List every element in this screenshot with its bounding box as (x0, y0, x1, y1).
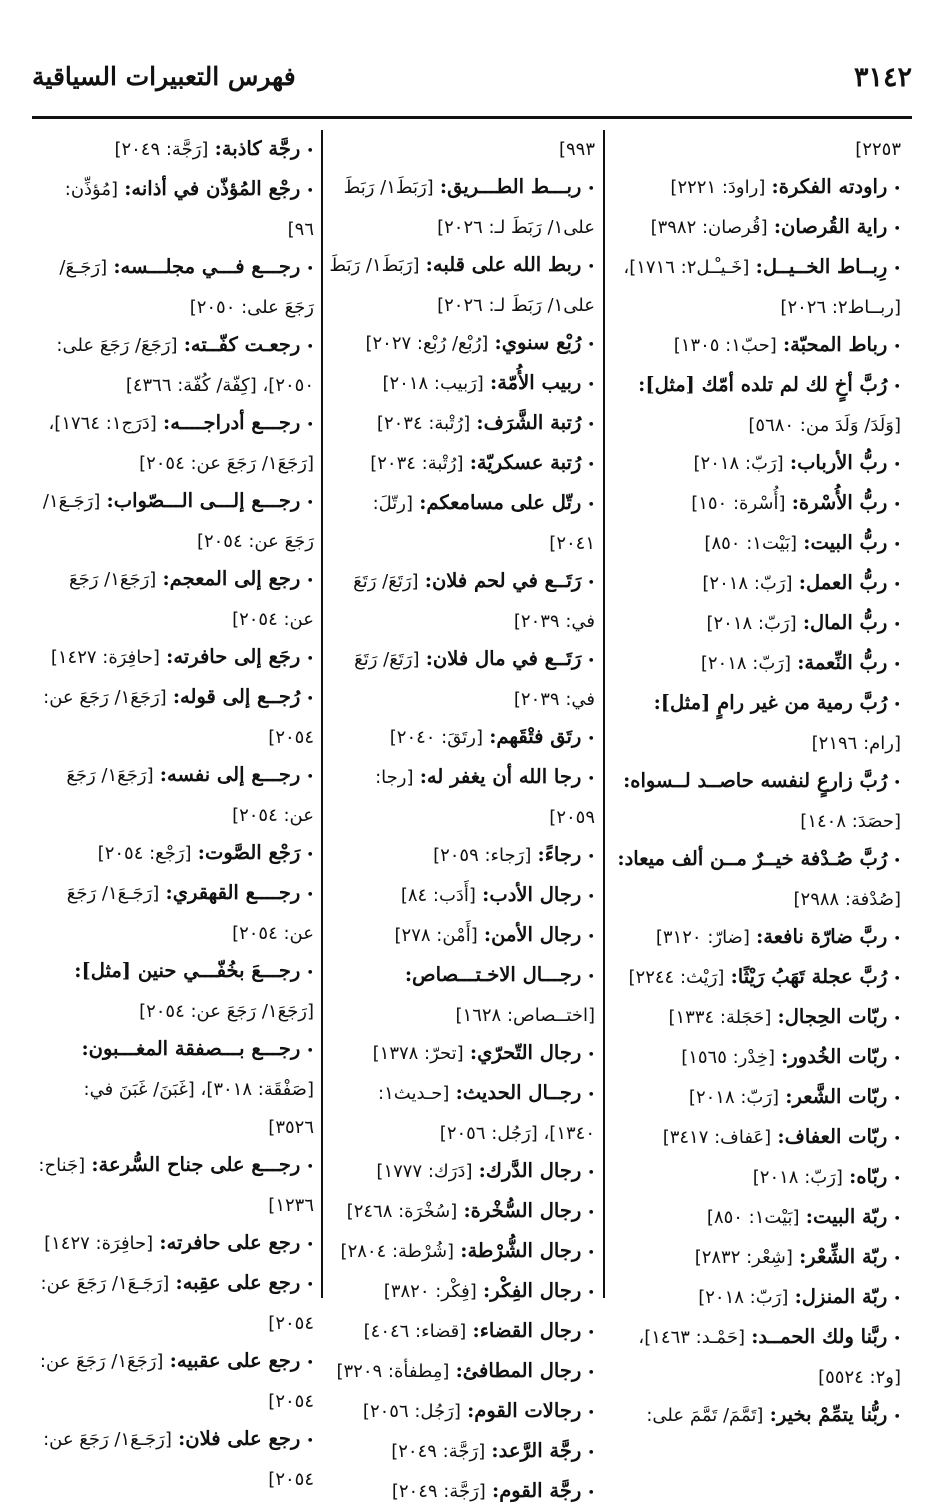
entry-reference: [شُرْطة: ٢٨٠٤] (340, 1241, 455, 1262)
bullet-icon: • (587, 1326, 595, 1341)
bullet-icon: • (893, 222, 901, 237)
index-entry (611, 326, 901, 366)
entry-reference: [أَدَب: ٨٤] (400, 885, 476, 906)
bullet-icon: • (893, 1212, 901, 1227)
entry-reference: [حافِرَة: ١٤٢٧] (44, 1233, 154, 1254)
bullet-icon: • (587, 1366, 595, 1381)
bullet-icon: • (893, 658, 901, 673)
index-entry (611, 248, 901, 326)
index-entry (611, 1158, 901, 1198)
bullet-icon: • (306, 418, 314, 433)
index-entry (34, 1342, 314, 1420)
bullet-icon: • (893, 972, 901, 987)
entry-headword: ربُّ البيت: (803, 531, 888, 554)
index-entry (34, 1030, 314, 1146)
bullet-icon: • (893, 1012, 901, 1027)
index-entry (34, 1146, 314, 1224)
bullet-icon: • (587, 930, 595, 945)
bullet-icon: • (893, 182, 901, 197)
index-entry (327, 444, 595, 484)
entry-headword: رجــال الحديث: (455, 1081, 582, 1104)
entry-headword: ربَّنا ولك الحمــد: (751, 1325, 888, 1348)
index-entry (34, 560, 314, 638)
entry-headword: رجال الدَّرك: (478, 1159, 582, 1182)
bullet-icon: • (587, 338, 595, 353)
entry-headword: رجا الله أن يغفر له: (419, 765, 582, 788)
entry-headword: رَتَــع في لحم فلان: (424, 569, 582, 592)
entry-headword: رجع على حافرته: (159, 1231, 301, 1254)
entry-headword: ربُّ النِّعمة: (797, 651, 888, 674)
index-entry (34, 1420, 314, 1498)
bullet-icon: • (893, 498, 901, 513)
entry-reference: [رَتَعَ/ رَتَعَ في: ٢٠٣٩] (353, 571, 595, 632)
entry-reference: [بَيْت١: ٨٥٠] (706, 1207, 800, 1228)
entry-reference: [رجا: ٢٠٥٩] (375, 767, 595, 828)
entry-headword: رَجْع الصَّوت: (197, 841, 301, 864)
entry-headword: رجـــعَ بخُفّـــي حنين [مثل]: (74, 959, 301, 982)
entry-headword: رجـــال الاخـتـــصاص: (404, 963, 582, 986)
bullet-icon: • (306, 1356, 314, 1371)
entry-headword: ربّات الحِجال: (777, 1005, 888, 1028)
entry-headword: رُتبة الشَّرَف: (476, 411, 582, 434)
entry-headword: ربيب الأُمّة: (490, 371, 582, 394)
entry-headword: رُبْع سنوي: (494, 331, 582, 354)
bullet-icon: • (893, 1252, 901, 1267)
entry-reference: [رَجاء: ٢٠٥٩] (433, 845, 532, 866)
entry-reference: [رَجَـعَ/ رَجَعَ على: ٢٠٥٠] (59, 257, 314, 318)
bullet-icon: • (306, 184, 314, 199)
entry-reference: [رَبّ: ٢٠١٨] (752, 1167, 843, 1188)
index-entry (611, 484, 901, 524)
entry-reference: [شِعْر: ٢٨٣٢] (694, 1247, 793, 1268)
entry-reference: [سُخْرَة: ٢٤٦٨] (346, 1201, 458, 1222)
index-entry (611, 762, 901, 840)
column-divider-right (603, 130, 605, 1298)
bullet-icon: • (306, 652, 314, 667)
bullet-icon: • (587, 654, 595, 669)
entry-headword: رجَع إلى حافرته: (166, 645, 301, 668)
entry-headword: رجَّة كاذبة: (214, 137, 301, 160)
entry-headword: رُبَّ رمية من غير رامٍ [مثل]: (653, 691, 888, 714)
bullet-icon: • (587, 1166, 595, 1181)
bullet-icon: • (587, 182, 595, 197)
index-entry (327, 562, 595, 640)
entry-reference: [رَجَعَ/ رَجَعَ على: ٢٠٥٠]، [كِفّة/ كُفّة: ٤٣٦٦] (56, 335, 314, 396)
index-entry (327, 1272, 595, 1312)
bullet-icon: • (893, 618, 901, 633)
index-entry (611, 998, 901, 1038)
entry-headword: رُتبة عسكريّة: (469, 451, 582, 474)
bullet-icon: • (587, 498, 595, 513)
index-entry (327, 1034, 595, 1074)
entry-reference: [بَيْت١: ٨٥٠] (704, 533, 798, 554)
entry-reference: [رَبّ: ٢٠١٨] (702, 573, 793, 594)
entry-reference: [دَرَج١: ١٧٦٤]، [رَجَعَ١/ رَجَعَ عن: ٢٠٥٤] (48, 413, 314, 474)
bullet-icon: • (587, 1486, 595, 1501)
bullet-icon: • (893, 340, 901, 355)
entry-headword: رجال القضاء: (472, 1319, 582, 1342)
entry-reference: [رَجَـعَ١/ رَجَعَ عن: ٢٠٥٤] (66, 883, 314, 944)
entry-headword: رجال الفِكْر: (483, 1279, 582, 1302)
entry-reference: [رَجَعَ١/ رَجَعَ عن: ٢٠٥٤] (66, 765, 314, 826)
entry-reference: [رَجَّة: ٢٠٤٩] (391, 1441, 486, 1462)
index-entry (611, 564, 901, 604)
bullet-icon: • (587, 1048, 595, 1063)
entry-reference: [راودَ: ٢٢٢١] (670, 177, 766, 198)
entry-headword: رجال الشُّرْطة: (460, 1239, 582, 1262)
bullet-icon: • (587, 1446, 595, 1461)
entry-reference: [مِطفأة: ٣٢٠٩] (336, 1361, 450, 1382)
bullet-icon: • (587, 1088, 595, 1103)
entry-reference: [رَجَعَ١/ رَجَعَ عن: ٢٠٥٤] (69, 569, 314, 630)
index-entry (34, 404, 314, 482)
bullet-icon: • (893, 854, 901, 869)
entry-headword: رُبَّ زارعٍ لنفسه حاصــد لــسواه: (623, 769, 888, 792)
entry-reference: ٢٢٥٣] (855, 139, 901, 160)
entry-headword: رتَق فتْقَهم: (489, 725, 582, 748)
entry-reference: [تحرّ: ١٣٧٨] (372, 1043, 464, 1064)
bullet-icon: • (587, 772, 595, 787)
entry-reference: [رَبّ: ٢٠١٨] (688, 1087, 780, 1108)
bullet-icon: • (306, 692, 314, 707)
entry-reference: [رَبَطَ١/ رَبَطَ على١/ رَبَطَ لـ: ٢٠٢٦] (329, 255, 595, 316)
entry-headword: رجـــع فـــي مجلـــسه: (113, 255, 301, 278)
bullet-icon: • (893, 1292, 901, 1307)
bullet-icon: • (306, 1278, 314, 1293)
entry-headword: ربّات الشَّعر: (785, 1085, 888, 1108)
entry-reference: [فِكْر: ٣٨٢٠] (383, 1281, 477, 1302)
entry-reference: [خِدْر: ١٥٦٥] (681, 1047, 775, 1068)
bullet-icon: • (587, 732, 595, 747)
index-entry (327, 1432, 595, 1472)
bullet-icon: • (306, 262, 314, 277)
index-entry (327, 1152, 595, 1192)
entry-headword: رُبَّ عجلة تَهَبُ رَيْثًا: (730, 965, 888, 988)
entry-headword: ربّة المنزل: (794, 1285, 888, 1308)
index-entry (327, 1352, 595, 1392)
index-entry (327, 1074, 595, 1152)
entry-reference: ٩٩٣] (558, 139, 595, 160)
bullet-icon: • (587, 970, 595, 985)
index-entry (611, 1198, 901, 1238)
index-entry (34, 834, 314, 874)
entry-headword: رجال الأمن: (483, 923, 582, 946)
entry-reference: [رَجَّة: ٢٠٤٩] (114, 139, 209, 160)
bullet-icon: • (306, 966, 314, 981)
index-entry (34, 874, 314, 952)
entry-reference: [رَبّ: ٢٠١٨] (706, 613, 797, 634)
entry-reference: [رَيْث: ٢٢٤٤] (628, 967, 725, 988)
entry-reference: [دَرَك: ١٧٧٧] (376, 1161, 473, 1182)
bullet-icon: • (893, 458, 901, 473)
index-entry (611, 1118, 901, 1158)
page-header (32, 58, 912, 108)
entry-reference: [حبّ١: ١٣٠٥] (673, 335, 777, 356)
entry-reference: [أَمْن: ٢٧٨] (394, 925, 478, 946)
entry-reference: [اختــصاص: ١٦٢٨] (455, 1005, 595, 1026)
entry-headword: رجـــع بـــصفقة المغـــبون: (81, 1037, 301, 1060)
entry-reference: [رَجَـعَ١/ رَجَعَ عن: ٢٠٥٤] (42, 491, 314, 552)
entry-reference: [جَناح: ١٢٣٦] (38, 1155, 314, 1216)
entry-headword: ربط الله على قلبه: (425, 253, 582, 276)
entry-headword: راية القُرصان: (773, 215, 888, 238)
entry-reference: [رَتَعَ/ رَتَعَ في: ٢٠٣٩] (354, 649, 595, 710)
entry-headword: رجع على عقِبه: (175, 1271, 301, 1294)
bullet-icon: • (893, 932, 901, 947)
index-entry (327, 640, 595, 718)
entry-headword: رُبَّ صُـدْفة خيــرٌ مــن ألف ميعاد: (617, 847, 888, 870)
entry-reference: [رُتْبة: ٢٠٣٤] (376, 413, 471, 434)
index-entry (327, 246, 595, 324)
index-entry (611, 604, 901, 644)
running-title: فهرس التعبيرات السياقية (32, 62, 296, 91)
bullet-icon: • (587, 1206, 595, 1221)
index-entry (611, 958, 901, 998)
index-column-left (34, 130, 314, 1490)
entry-headword: رجَّة القوم: (492, 1479, 582, 1502)
bullet-icon: • (893, 1092, 901, 1107)
entry-headword: ربّة الشِّعْر: (799, 1245, 888, 1268)
entry-reference: [حـديث١: ١٣٤٠]، [رَجُل: ٢٠٥٦] (378, 1083, 595, 1144)
entry-reference: [رَبيب: ٢٠١٨] (382, 373, 484, 394)
entry-reference: [وَلَدَ/ وَلَدَ من: ٥٦٨٠] (748, 415, 901, 436)
index-entry (34, 170, 314, 248)
index-entry (327, 484, 595, 562)
index-entry (611, 644, 901, 684)
bullet-icon: • (587, 1406, 595, 1421)
index-entry (327, 1312, 595, 1352)
entry-headword: رجْع المُؤذّن في أذانه: (124, 177, 301, 200)
index-entry (34, 326, 314, 404)
index-entry (327, 130, 595, 168)
index-entry (611, 444, 901, 484)
entry-headword: رجَّة الرَّعد: (491, 1439, 582, 1462)
entry-headword: رجع على عقبيه: (169, 1349, 301, 1372)
entry-reference: [رَجَعَ١/ رَجَعَ عن: ٢٠٥٤] (39, 1351, 314, 1412)
bullet-icon: • (587, 1246, 595, 1261)
entry-reference: [قُرصان: ٣٩٨٢] (650, 217, 768, 238)
bullet-icon: • (587, 458, 595, 473)
index-entry (34, 248, 314, 326)
entry-headword: رجـــع إلى نفسه: (159, 763, 301, 786)
index-entry (611, 524, 901, 564)
entry-headword: رجاءً: (537, 843, 582, 866)
index-column-right (611, 130, 901, 1426)
bullet-icon: • (306, 1044, 314, 1059)
entry-headword: رجـــع أدراجــــه: (163, 411, 301, 434)
entry-headword: رجـــع إلـــى الـــصّواب: (106, 489, 301, 512)
entry-headword: ربّات الخُدور: (781, 1045, 888, 1068)
entry-reference: [حصَدَ: ١٤٠٨] (800, 811, 901, 832)
index-entry (327, 168, 595, 246)
bullet-icon: • (587, 890, 595, 905)
entry-reference: [ضارّ: ٣١٢٠] (655, 927, 750, 948)
entry-headword: رُجــع إلى قوله: (172, 685, 301, 708)
bullet-icon: • (893, 578, 901, 593)
bullet-icon: • (587, 418, 595, 433)
index-entry (327, 876, 595, 916)
entry-reference: [قضاء: ٤٠٤٦] (363, 1321, 467, 1342)
bullet-icon: • (587, 850, 595, 865)
bullet-icon: • (587, 260, 595, 275)
entry-reference: [رَبّ: ٢٠١٨] (700, 653, 791, 674)
entry-reference: [صَفْقَة: ٣٠١٨]، [غَبَنَ/ غَبَنَ في: ٣٥٢٦] (83, 1079, 314, 1138)
index-entry (611, 918, 901, 958)
entry-headword: رجـــع على جناح السُّرعة: (91, 1153, 301, 1176)
bullet-icon: • (587, 378, 595, 393)
index-entry (611, 1238, 901, 1278)
entry-headword: ربُّنا يتمِّمْ بخير: (769, 1403, 888, 1426)
bullet-icon: • (587, 1286, 595, 1301)
bullet-icon: • (893, 698, 901, 713)
bullet-icon: • (306, 574, 314, 589)
entry-headword: رجعـت كفّــته: (183, 333, 301, 356)
index-entry (34, 1224, 314, 1264)
bullet-icon: • (893, 1332, 901, 1347)
entry-reference: [رَجَعَ١/ رَجَعَ عن: ٢٠٥٤] (43, 687, 314, 748)
bullet-icon: • (306, 144, 314, 159)
index-entry (34, 482, 314, 560)
index-entry (34, 130, 314, 170)
bullet-icon: • (306, 848, 314, 863)
entry-headword: ربَّ ضارّة نافعة: (756, 925, 888, 948)
entry-headword: رجال التّحرّي: (469, 1041, 582, 1064)
index-entry (611, 840, 901, 918)
bullet-icon: • (893, 1052, 901, 1067)
index-entry (327, 324, 595, 364)
index-entry (327, 1192, 595, 1232)
entry-reference: [رتَقَ: ٢٠٤٠] (389, 727, 483, 748)
entry-reference: [رتّلَ: ٢٠٤١] (372, 493, 595, 554)
entry-headword: رِبــاط الخــيــل: (755, 255, 888, 278)
entry-reference: [رَجَّة: ٢٠٤٩] (391, 1481, 486, 1502)
index-entry (611, 1396, 901, 1436)
entry-headword: رجــــع القهقري: (165, 881, 301, 904)
entry-reference: [صُدْفة: ٢٩٨٨] (793, 889, 901, 910)
entry-reference: [أُسْرة: ١٥٠] (691, 493, 786, 514)
index-entry (34, 638, 314, 678)
entry-reference: [رُتْبة: ٢٠٣٤] (370, 453, 464, 474)
entry-headword: رباط المحبّة: (782, 333, 888, 356)
header-divider (32, 116, 912, 119)
entry-headword: رجع إلى المعجم: (162, 567, 301, 590)
bullet-icon: • (306, 770, 314, 785)
index-column-middle (327, 130, 595, 1502)
entry-reference: [رَبَطَ١/ رَبَطَ على١/ رَبَطَ لـ: ٢٠٢٦] (343, 177, 595, 238)
entry-reference: [رَبّ: ٢٠١٨] (693, 453, 784, 474)
index-entry (34, 678, 314, 756)
entry-headword: رُبَّ أخٍ لك لم تلده أمّك [مثل]: (638, 373, 888, 396)
bullet-icon: • (306, 340, 314, 355)
index-entry (327, 956, 595, 1034)
entry-reference: [تَمَّمَ/ تَمَّمَ على: (646, 1405, 764, 1426)
entry-reference: [رُبْع/ رُبْع: ٢٠٢٧] (365, 333, 489, 354)
bullet-icon: • (893, 1132, 901, 1147)
index-entry (327, 836, 595, 876)
bullet-icon: • (306, 496, 314, 511)
index-entry (327, 1392, 595, 1432)
entry-reference: [رَجَـعَ١/ رَجَعَ عن: ٢٠٥٤] (40, 1273, 314, 1334)
page-number: ٣١٤٢ (853, 62, 912, 93)
entry-headword: راودته الفكرة: (771, 175, 888, 198)
entry-reference: [رَجُل: ٢٠٥٦] (362, 1401, 461, 1422)
entry-reference: [رَجْع: ٢٠٥٤] (97, 843, 192, 864)
index-entry (611, 1278, 901, 1318)
entry-headword: رجع على فلان: (178, 1427, 301, 1450)
entry-headword: رجالات القوم: (467, 1399, 582, 1422)
entry-headword: رجال السُّخْرة: (463, 1199, 582, 1222)
entry-reference: [حَجَلة: ١٣٣٤] (668, 1007, 772, 1028)
entry-reference: [حَمْـد: ١٤٦٣]، [و٢: ٥٥٢٤] (638, 1327, 901, 1388)
entry-reference: [حافِرَة: ١٤٢٧] (50, 647, 160, 668)
index-entry (327, 1472, 595, 1512)
index-entry (611, 208, 901, 248)
index-entry (327, 1232, 595, 1272)
column-divider-left (321, 130, 323, 1298)
bullet-icon: • (893, 262, 901, 277)
index-entry (327, 718, 595, 758)
index-entry (34, 756, 314, 834)
entry-headword: ربُّ المال: (802, 611, 888, 634)
index-entry (327, 758, 595, 836)
entry-reference: [رَبّ: ٢٠١٨] (698, 1287, 789, 1308)
entry-headword: ربّات العفاف: (777, 1125, 888, 1148)
entry-reference: [رَجَعَ١/ رَجَعَ عن: ٢٠٥٤] (139, 1001, 314, 1022)
entry-headword: ربـــط الطـــريق: (439, 175, 582, 198)
index-entry (611, 1318, 901, 1396)
entry-headword: ربّاه: (849, 1165, 888, 1188)
entry-reference: [عَفاف: ٣٤١٧] (662, 1127, 772, 1148)
entry-reference: [رَجَـعَ١/ رَجَعَ عن: ٢٠٥٤] (43, 1429, 314, 1490)
entry-reference: [رام: ٢١٩٦] (811, 733, 901, 754)
index-entry (327, 364, 595, 404)
bullet-icon: • (893, 380, 901, 395)
index-entry (611, 684, 901, 762)
entry-headword: رجال المطافئ: (455, 1359, 582, 1382)
entry-headword: رجال الأدب: (482, 883, 582, 906)
index-entry (611, 366, 901, 444)
entry-headword: رَتَــع في مال فلان: (425, 647, 582, 670)
bullet-icon: • (306, 1160, 314, 1175)
bullet-icon: • (306, 888, 314, 903)
entry-headword: ربُّ العمل: (798, 571, 888, 594)
index-entry (611, 1038, 901, 1078)
bullet-icon: • (893, 538, 901, 553)
entry-headword: ربّة البيت: (805, 1205, 888, 1228)
index-entry (611, 168, 901, 208)
index-entry (327, 404, 595, 444)
entry-reference: [مُؤذِّن: ٩٦] (64, 179, 314, 240)
index-entry (611, 1078, 901, 1118)
entry-headword: ربُّ الأرباب: (789, 451, 888, 474)
index-entry (611, 130, 901, 168)
bullet-icon: • (587, 576, 595, 591)
index-entry (327, 916, 595, 956)
index-entry (34, 1264, 314, 1342)
bullet-icon: • (306, 1434, 314, 1449)
entry-headword: ربُّ الأُسْرة: (791, 491, 888, 514)
bullet-icon: • (893, 1172, 901, 1187)
entry-reference: [خَـيـْـل٢: ١٧١٦]، [ربــاط٢: ٢٠٢٦] (623, 257, 901, 318)
entry-headword: رتّل على مسامعكم: (419, 491, 582, 514)
index-entry (34, 952, 314, 1030)
bullet-icon: • (893, 1410, 901, 1425)
bullet-icon: • (893, 776, 901, 791)
bullet-icon: • (306, 1238, 314, 1253)
